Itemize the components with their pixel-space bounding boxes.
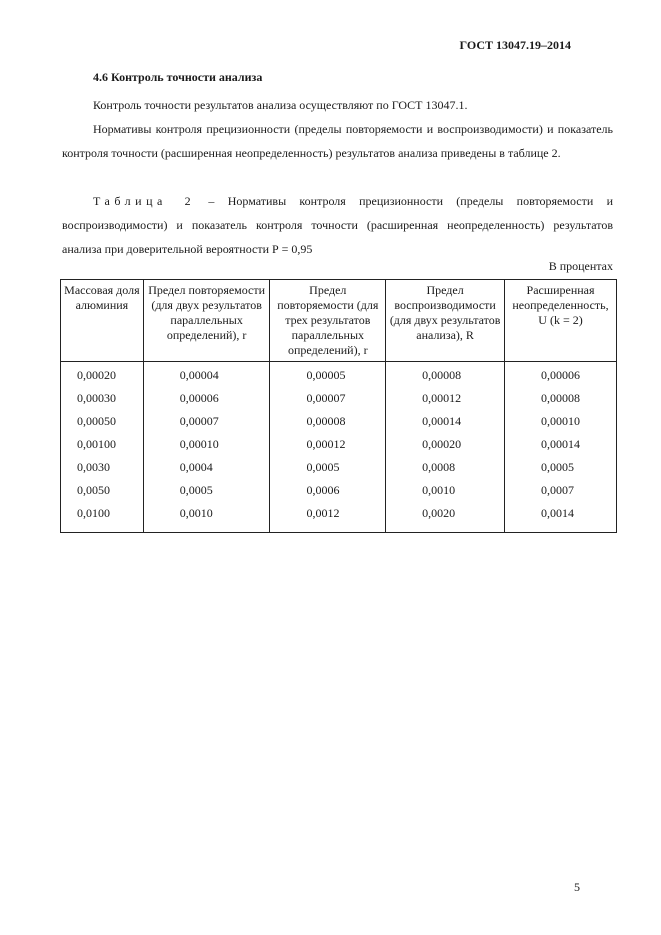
table-cell: 0,00020 bbox=[61, 362, 144, 388]
table-cell: 0,0005 bbox=[505, 456, 617, 479]
table-caption bbox=[62, 189, 613, 261]
page-number: 5 bbox=[574, 880, 580, 894]
table-cell: 0,00005 bbox=[270, 362, 386, 388]
header-mass-fraction: Массовая доля алюминия bbox=[61, 280, 144, 362]
precision-norms-table bbox=[60, 279, 617, 533]
table-cell: 0,00100 bbox=[61, 433, 144, 456]
table-cell: 0,0050 bbox=[61, 479, 144, 502]
table-cell: 0,0030 bbox=[61, 456, 144, 479]
table-cell: 0,00006 bbox=[143, 387, 270, 410]
table-cell: 0,00012 bbox=[270, 433, 386, 456]
table-row bbox=[61, 387, 617, 410]
table-cell: 0,00008 bbox=[505, 387, 617, 410]
table-cell: 0,0005 bbox=[143, 479, 270, 502]
table-row bbox=[61, 456, 617, 479]
table-cell: 0,00004 bbox=[143, 362, 270, 388]
table-cell: 0,00006 bbox=[505, 362, 617, 388]
table-caption-text: – Нормативы контроля прецизионности (пределы повторяемости и воспроизводимости) и показатель контроля точности (расширенная неопределенность) результатов анализа при доверительной вероятности Р = 0,95 bbox=[62, 194, 613, 256]
table-header-row bbox=[61, 280, 617, 362]
table-cell: 0,0010 bbox=[143, 502, 270, 533]
table-cell: 0,0012 bbox=[270, 502, 386, 533]
table-cell: 0,00050 bbox=[61, 410, 144, 433]
table-cell: 0,0004 bbox=[143, 456, 270, 479]
table-row bbox=[61, 362, 617, 388]
table-cell: 0,00007 bbox=[143, 410, 270, 433]
paragraph-precision-norms: Нормативы контроля прецизионности (пределы повторяемости и воспроизводимости) и показатель контроля точности (расширенная неопределенность) результатов анализа приведены в таблице 2. bbox=[62, 122, 613, 160]
table-cell: 0,0010 bbox=[386, 479, 505, 502]
table-cell: 0,00012 bbox=[386, 387, 505, 410]
table-cell: 0,00014 bbox=[386, 410, 505, 433]
table-cell: 0,0014 bbox=[505, 502, 617, 533]
table-cell: 0,0008 bbox=[386, 456, 505, 479]
table-cell: 0,00030 bbox=[61, 387, 144, 410]
document-code: ГОСТ 13047.19–2014 bbox=[459, 38, 571, 52]
table-label: Таблица 2 bbox=[93, 194, 196, 208]
table-cell: 0,0005 bbox=[270, 456, 386, 479]
header-reproducibility: Предел воспроизводимости (для двух результатов анализа), R bbox=[386, 280, 505, 362]
table-cell: 0,00010 bbox=[505, 410, 617, 433]
table-cell: 0,0020 bbox=[386, 502, 505, 533]
section-heading: 4.6 Контроль точности анализа bbox=[93, 70, 263, 84]
table-cell: 0,0007 bbox=[505, 479, 617, 502]
paragraph-accuracy-control: Контроль точности результатов анализа осуществляют по ГОСТ 13047.1. bbox=[93, 98, 468, 112]
table-row bbox=[61, 433, 617, 456]
table-cell: 0,0100 bbox=[61, 502, 144, 533]
table-cell: 0,0006 bbox=[270, 479, 386, 502]
header-expanded-uncertainty: Расширенная неопределенность, U (k = 2) bbox=[505, 280, 617, 362]
table-row bbox=[61, 479, 617, 502]
table-cell: 0,00010 bbox=[143, 433, 270, 456]
header-repeatability-three: Предел повторяемости (для трех результатов параллельных определений), r bbox=[270, 280, 386, 362]
table-cell: 0,00008 bbox=[386, 362, 505, 388]
table-row bbox=[61, 410, 617, 433]
table-row bbox=[61, 502, 617, 533]
table-cell: 0,00014 bbox=[505, 433, 617, 456]
header-repeatability-two: Предел повторяемости (для двух результатов параллельных определений), r bbox=[143, 280, 270, 362]
table-cell: 0,00020 bbox=[386, 433, 505, 456]
table-cell: 0,00008 bbox=[270, 410, 386, 433]
table-units: В процентах bbox=[548, 259, 613, 273]
table-cell: 0,00007 bbox=[270, 387, 386, 410]
